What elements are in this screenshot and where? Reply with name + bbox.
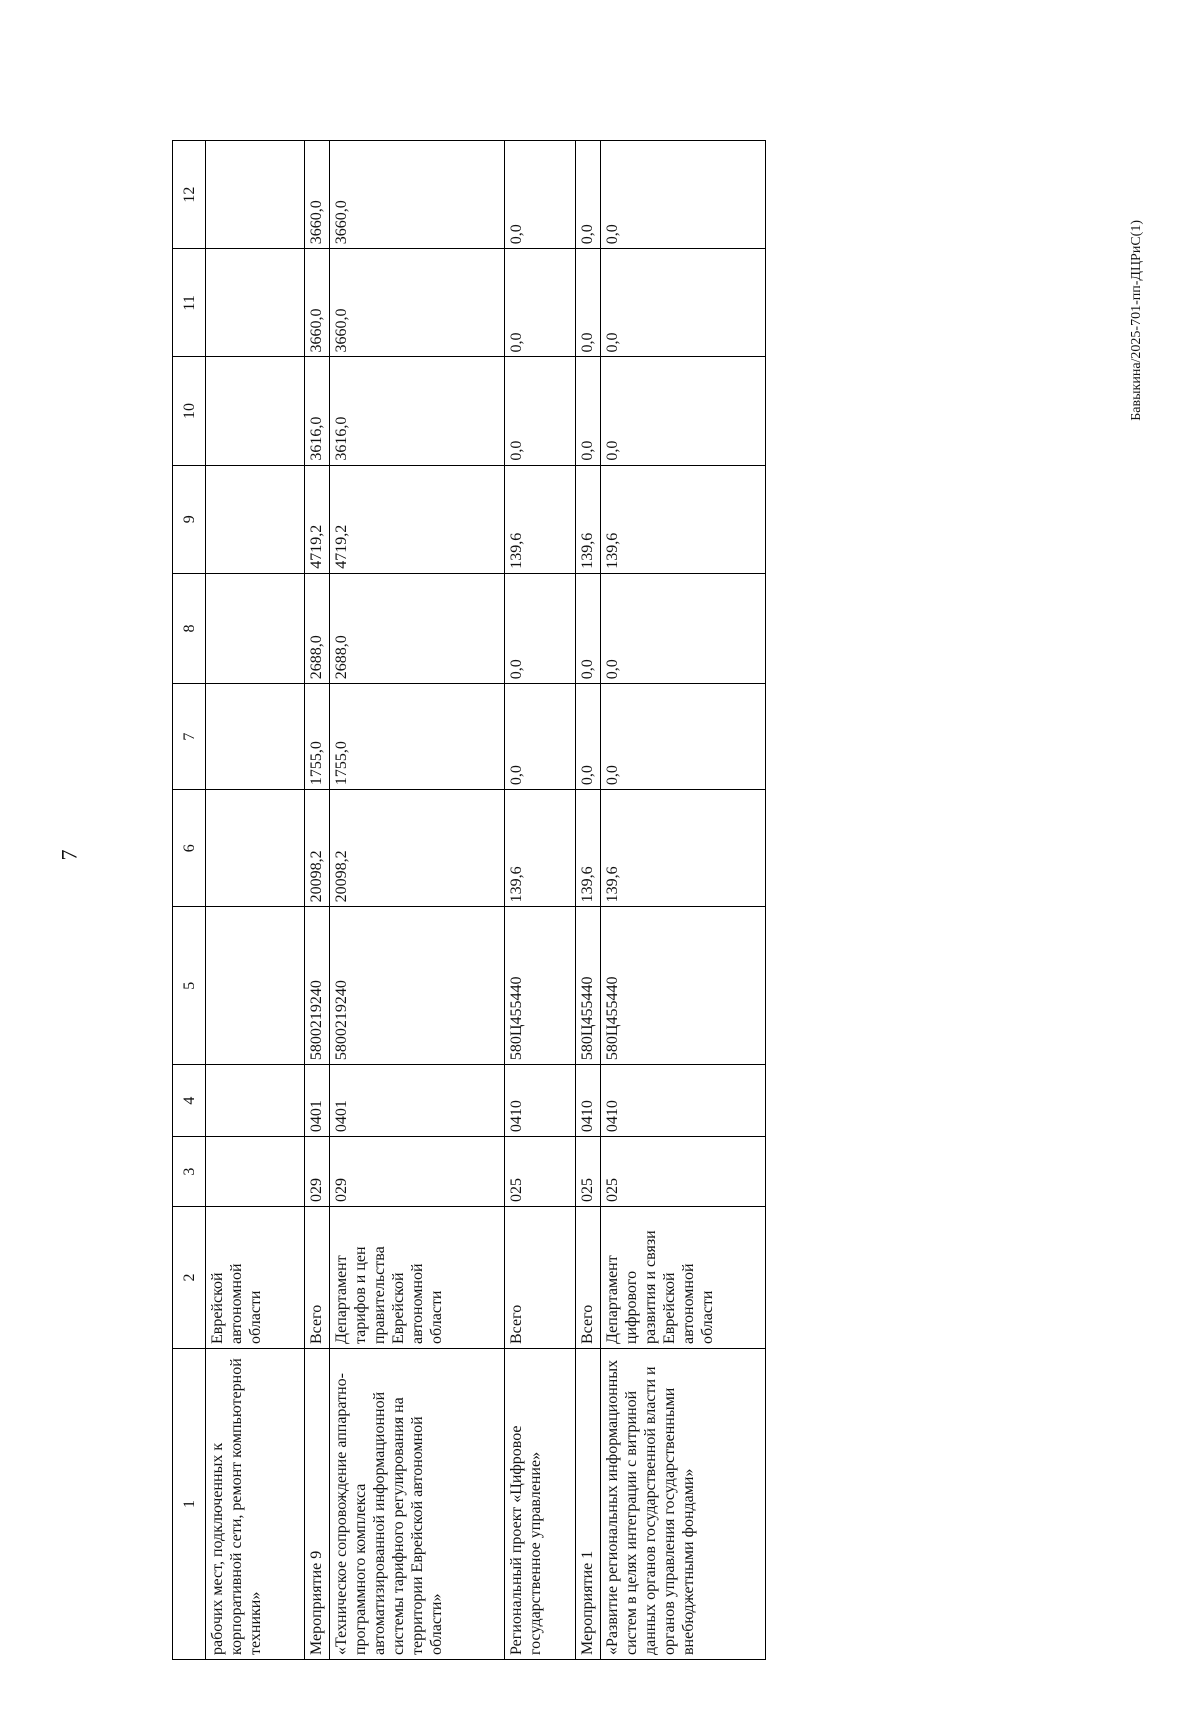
table-cell: Региональный проект «Цифровое государственное управление» (505, 1349, 576, 1660)
table-cell: 0,0 (505, 357, 576, 465)
table-cell (206, 465, 305, 573)
budget-table (172, 140, 766, 1660)
table-cell: Мероприятие 9 (305, 1349, 330, 1660)
table-cell: 0401 (330, 1065, 505, 1137)
column-header: 4 (173, 1065, 206, 1137)
table-cell: 3660,0 (305, 249, 330, 357)
table-cell: 0,0 (601, 249, 766, 357)
table-cell: 0,0 (505, 684, 576, 790)
table-cell: 0410 (601, 1065, 766, 1137)
table-cell: Всего (505, 1207, 576, 1349)
table-cell: 0410 (505, 1065, 576, 1137)
table-cell: Всего (576, 1207, 601, 1349)
table-cell: 0,0 (576, 249, 601, 357)
column-header: 7 (173, 684, 206, 790)
table-cell: 20098,2 (330, 790, 505, 907)
table-row (330, 141, 505, 1660)
table-cell: 025 (576, 1137, 601, 1207)
table-cell: «Техническое сопровождение аппаратно-программного комплекса автоматизированной информационной системы тарифного регулирования на территории Еврейской автономной области» (330, 1349, 505, 1660)
table-cell (206, 684, 305, 790)
table-row (505, 141, 576, 1660)
table-cell: Мероприятие 1 (576, 1349, 601, 1660)
table-cell: 3660,0 (330, 141, 505, 249)
table-cell: Департамент тарифов и цен правительства Еврейской автономной области (330, 1207, 505, 1349)
table-cell: 139,6 (601, 790, 766, 907)
table-row (601, 141, 766, 1660)
table-cell: 3660,0 (305, 141, 330, 249)
table-cell: Всего (305, 1207, 330, 1349)
table-cell: 139,6 (601, 465, 766, 573)
table-cell: 580Ц455440 (576, 907, 601, 1065)
rotated-table-container (172, 140, 1152, 1660)
table-cell: 5800219240 (305, 907, 330, 1065)
table-cell: 0,0 (576, 573, 601, 683)
table-cell: 0,0 (601, 357, 766, 465)
table-cell: рабочих мест, подключенных к корпоративной сети, ремонт компьютерной техники» (206, 1349, 305, 1660)
table-cell: 029 (330, 1137, 505, 1207)
table-cell: 025 (601, 1137, 766, 1207)
page-number: 7 (56, 849, 82, 861)
table-cell: 0401 (305, 1065, 330, 1137)
table-cell: 025 (505, 1137, 576, 1207)
table-cell: 0,0 (576, 357, 601, 465)
document-code: Бавыкина/2025-701-пп-ДЦРиС(1) (1129, 220, 1144, 421)
table-cell: 3660,0 (330, 249, 505, 357)
table-cell (206, 907, 305, 1065)
table-cell: 580Ц455440 (505, 907, 576, 1065)
table-cell: Еврейской автономной области (206, 1207, 305, 1349)
column-header: 3 (173, 1137, 206, 1207)
table-row (576, 141, 601, 1660)
column-header: 11 (173, 249, 206, 357)
table-cell: 0,0 (601, 141, 766, 249)
table-row (305, 141, 330, 1660)
table-cell: 0,0 (505, 141, 576, 249)
table-cell: 580Ц455440 (601, 907, 766, 1065)
table-cell: 20098,2 (305, 790, 330, 907)
table-cell: 2688,0 (330, 573, 505, 683)
table-cell (206, 357, 305, 465)
column-header: 5 (173, 907, 206, 1065)
column-header: 12 (173, 141, 206, 249)
table-cell: 5800219240 (330, 907, 505, 1065)
table-row (206, 141, 305, 1660)
column-header: 8 (173, 573, 206, 683)
table-cell: 029 (305, 1137, 330, 1207)
table-cell: 3616,0 (330, 357, 505, 465)
table-cell: 3616,0 (305, 357, 330, 465)
table-cell: 0,0 (505, 249, 576, 357)
table-cell (206, 1065, 305, 1137)
table-cell: Департамент цифрового развития и связи Еврейской автономной области (601, 1207, 766, 1349)
table-cell: 1755,0 (330, 684, 505, 790)
table-cell: 139,6 (505, 790, 576, 907)
table-cell (206, 1137, 305, 1207)
table-cell: 2688,0 (305, 573, 330, 683)
table-cell: 0,0 (601, 573, 766, 683)
table-cell: 0,0 (505, 573, 576, 683)
column-header: 10 (173, 357, 206, 465)
table-cell: «Развитие региональных информационных систем в целях интеграции с витриной данных органов государственной власти и органов управления государственными внебюджетными фондами» (601, 1349, 766, 1660)
table-cell: 0,0 (576, 141, 601, 249)
table-cell (206, 790, 305, 907)
table-cell (206, 573, 305, 683)
table-cell (206, 249, 305, 357)
table-cell: 0410 (576, 1065, 601, 1137)
table-cell: 139,6 (505, 465, 576, 573)
table-header-row (173, 141, 206, 1660)
table-cell: 0,0 (601, 684, 766, 790)
column-header: 6 (173, 790, 206, 907)
column-header: 2 (173, 1207, 206, 1349)
table-cell: 4719,2 (305, 465, 330, 573)
table-cell: 139,6 (576, 790, 601, 907)
table-cell: 0,0 (576, 684, 601, 790)
column-header: 1 (173, 1349, 206, 1660)
table-cell (206, 141, 305, 249)
table-cell: 139,6 (576, 465, 601, 573)
table-cell: 4719,2 (330, 465, 505, 573)
column-header: 9 (173, 465, 206, 573)
table-cell: 1755,0 (305, 684, 330, 790)
